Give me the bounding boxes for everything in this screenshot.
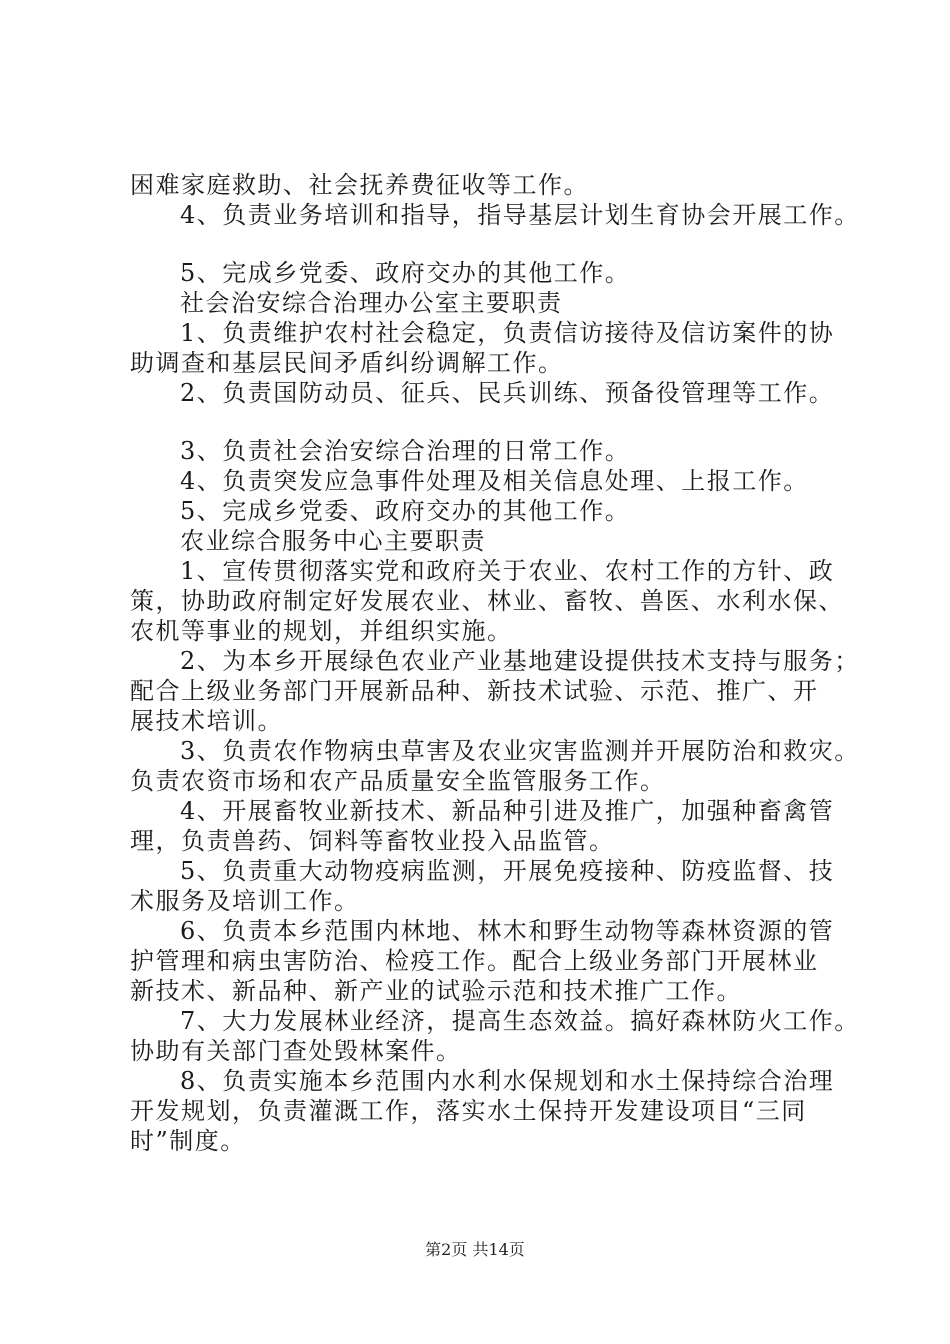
text-line: 2、为本乡开展绿色农业产业基地建设提供技术支持与服务；	[180, 647, 860, 675]
text-line: 3、负责社会治安综合治理的日常工作。	[180, 437, 631, 465]
text-line: 协助有关部门查处毁林案件。	[130, 1037, 462, 1065]
section-heading: 农业综合服务中心主要职责	[180, 527, 486, 555]
text-line: 1、宣传贯彻落实党和政府关于农业、农村工作的方针、政	[180, 557, 835, 585]
text-line: 困难家庭救助、社会抚养费征收等工作。	[130, 171, 589, 199]
text-line: 开发规划，负责灌溉工作，落实水土保持开发建设项目“三同	[130, 1097, 807, 1125]
text-line: 理，负责兽药、饲料等畜牧业投入品监管。	[130, 827, 615, 855]
text-line: 4、负责业务培训和指导，指导基层计划生育协会开展工作。	[180, 201, 860, 229]
text-line: 3、负责农作物病虫草害及农业灾害监测并开展防治和救灾。	[180, 737, 860, 765]
page-number-footer: 第2页 共14页	[425, 1240, 525, 1259]
document-body	[130, 170, 860, 1156]
text-line: 配合上级业务部门开展新品种、新技术试验、示范、推广、开	[130, 677, 819, 705]
text-line: 策，协助政府制定好发展农业、林业、畜牧、兽医、水利水保、	[130, 587, 844, 615]
text-line: 新技术、新品种、新产业的试验示范和技术推广工作。	[130, 977, 742, 1005]
text-line: 5、完成乡党委、政府交办的其他工作。	[180, 497, 631, 525]
paragraph-gap	[130, 230, 850, 258]
text-line: 负责农资市场和农产品质量安全监管服务工作。	[130, 767, 666, 795]
text-line: 4、开展畜牧业新技术、新品种引进及推广，加强种畜禽管	[180, 797, 835, 825]
text-line: 时”制度。	[130, 1127, 246, 1155]
text-line: 1、负责维护农村社会稳定，负责信访接待及信访案件的协	[180, 319, 835, 347]
text-line: 6、负责本乡范围内林地、林木和野生动物等森林资源的管	[180, 917, 835, 945]
text-line: 4、负责突发应急事件处理及相关信息处理、上报工作。	[180, 467, 809, 495]
text-line: 展技术培训。	[130, 707, 283, 735]
paragraph-gap	[130, 408, 850, 436]
text-line: 5、完成乡党委、政府交办的其他工作。	[180, 259, 631, 287]
text-line: 2、负责国防动员、征兵、民兵训练、预备役管理等工作。	[180, 379, 835, 407]
text-line: 护管理和病虫害防治、检疫工作。配合上级业务部门开展林业	[130, 947, 819, 975]
text-line: 术服务及培训工作。	[130, 887, 360, 915]
text-line: 5、负责重大动物疫病监测，开展免疫接种、防疫监督、技	[180, 857, 835, 885]
text-line: 8、负责实施本乡范围内水利水保规划和水土保持综合治理	[180, 1067, 835, 1095]
section-heading: 社会治安综合治理办公室主要职责	[180, 289, 563, 317]
text-line: 农机等事业的规划，并组织实施。	[130, 617, 513, 645]
text-line: 助调查和基层民间矛盾纠纷调解工作。	[130, 349, 564, 377]
text-line: 7、大力发展林业经济，提高生态效益。搞好森林防火工作。	[180, 1007, 860, 1035]
